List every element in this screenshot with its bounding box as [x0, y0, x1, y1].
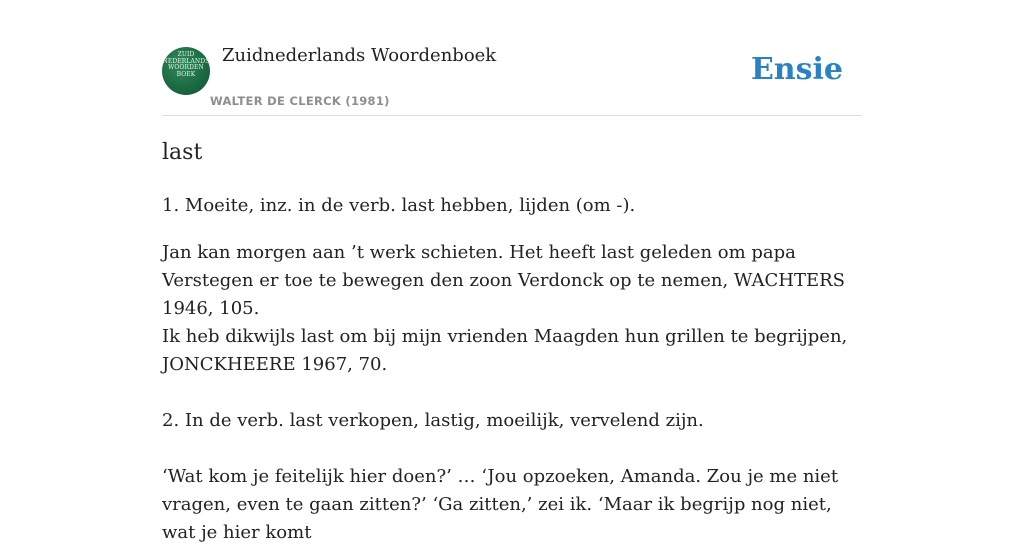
ensie-logo-link[interactable]: Ensie	[750, 52, 843, 87]
citation-3: ‘Wat kom je feitelijk hier doen?’ … ‘Jou opzoeken, Amanda. Zou je me niet vragen, even te gaan zitten?’ ‘Ga zitten,’ zei ik. ‘Maar ik begrijp nog niet, wat je hier komt	[162, 466, 839, 543]
dictionary-author: WALTER DE CLERCK (1981)	[210, 94, 390, 108]
entry-headword: last	[162, 140, 203, 165]
dictionary-header	[162, 0, 862, 116]
dictionary-logo[interactable]	[162, 47, 210, 95]
citation-1: Jan kan morgen aan ’t werk schieten. Het heeft last geleden om papa Verstegen er toe te bewegen den zoon Verdonck op te nemen, WACHTERS 1946, 105.	[162, 242, 845, 319]
dictionary-title-link[interactable]: Zuidnederlands Woordenboek	[222, 45, 497, 66]
content-container	[162, 0, 862, 543]
logo-text: ZUID NEDERLANDS WOORDEN BOEK	[162, 51, 210, 78]
definition-1: 1. Moeite, inz. in de verb. last hebben, lijden (om -).	[162, 195, 636, 216]
citation-2: Ik heb dikwijls last om bij mijn vrienden Maagden hun grillen te begrijpen, JONCKHEERE 1967, 70.	[162, 326, 848, 375]
definition-2: 2. In de verb. last verkopen, lastig, moeilijk, vervelend zijn.	[162, 410, 704, 431]
